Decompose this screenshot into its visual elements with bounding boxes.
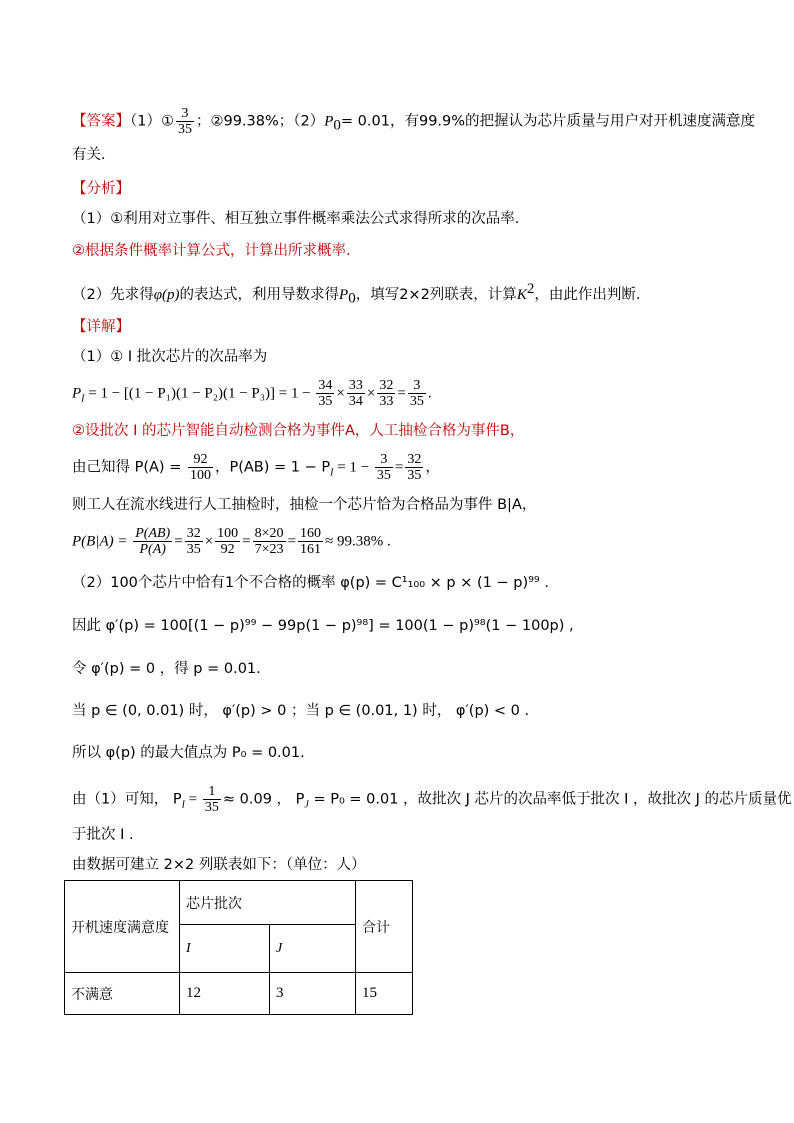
analysis-label: 【分析】 <box>72 181 130 197</box>
detail-line-13: 于批次 I . <box>72 827 134 843</box>
table-row <box>65 973 413 1015</box>
analysis-l3g: ，由此作出判断. <box>534 286 641 303</box>
answer-line <box>72 106 755 137</box>
fraction-numerator: 92 <box>188 452 213 468</box>
fraction <box>347 378 365 409</box>
detail-d12a: 由（1）可知， P <box>72 791 182 808</box>
analysis-l3f-sup: 2 <box>526 281 535 297</box>
fraction <box>188 452 213 483</box>
fraction-denominator: 34 <box>348 394 363 409</box>
fraction <box>133 526 172 557</box>
fraction <box>408 378 426 409</box>
detail-d6-end: ≈ 99.38% . <box>325 533 391 550</box>
fraction-denominator: P(A) <box>139 542 166 557</box>
answer-symbol-sub: 0 <box>333 117 341 134</box>
table-cell: 15 <box>356 973 413 1015</box>
contingency-table <box>64 880 413 1015</box>
analysis-l3c: 的表达式，利用导数求得 <box>179 286 340 303</box>
analysis-l3d-sub: 0 <box>348 290 356 307</box>
fraction <box>377 378 395 409</box>
answer-symbol: P <box>324 113 334 130</box>
analysis-l3f: K <box>516 286 527 303</box>
detail-d12b: = <box>184 791 201 808</box>
fraction-numerator: 32 <box>186 526 201 541</box>
table-cell: 12 <box>180 973 270 1015</box>
fraction-numerator: 160 <box>300 526 321 541</box>
detail-d4c: = 1 − <box>333 459 373 476</box>
detail-line-12 <box>72 784 792 815</box>
fraction <box>298 526 323 557</box>
fraction-numerator: 3 <box>408 378 426 394</box>
answer-label: 【答案】 <box>72 113 130 130</box>
fraction-denominator: 92 <box>220 542 235 557</box>
detail-line-7: （2）100个芯片中恰有1个不合格的概率 φ(p) = C¹₁₀₀ × p × (1 − p)⁹⁹ . <box>72 575 549 591</box>
detail-d4b: ，P(AB) = 1 − P <box>214 459 331 476</box>
fraction-denominator: 100 <box>189 468 211 483</box>
fraction-numerator: 1 <box>203 784 221 800</box>
fraction-denominator: 35 <box>376 468 391 483</box>
fraction-numerator: 34 <box>318 378 333 393</box>
fraction <box>375 452 393 483</box>
fraction <box>185 526 203 557</box>
analysis-line-2: ②根据条件概率计算公式，计算出所求概率. <box>72 243 351 259</box>
detail-d12c-sub: J <box>304 799 309 811</box>
fraction <box>203 784 221 815</box>
fraction-numerator: 32 <box>379 378 394 393</box>
fraction-denominator: 35 <box>318 394 333 409</box>
fraction-numerator: 33 <box>348 378 363 393</box>
table-header-i: I <box>180 925 270 973</box>
fraction-numerator: 32 <box>407 452 422 467</box>
detail-d6a: P(B|A) = <box>72 533 132 550</box>
detail-d2a: P <box>72 385 82 402</box>
detail-d4a: 由己知得 P(A) = <box>72 459 186 476</box>
detail-d2-end: . <box>427 385 432 402</box>
analysis-line-1: （1）①利用对立事件、相互独立事件概率乘法公式求得所求的次品率. <box>72 211 520 227</box>
table-header-j: J <box>270 925 356 973</box>
fraction <box>316 378 334 409</box>
detail-d4-end: ， <box>425 459 440 476</box>
table-row <box>65 881 413 925</box>
analysis-l3e: ，填写2×2列联表，计算 <box>355 286 517 303</box>
analysis-l3b: φ(p) <box>153 286 180 303</box>
fraction-denominator: 35 <box>409 394 424 409</box>
detail-line-14: 由数据可建立 2×2 列联表如下：（单位：人） <box>72 857 366 873</box>
table-cell: 3 <box>270 973 356 1015</box>
fraction-numerator: 3 <box>176 106 194 122</box>
fraction <box>405 452 423 483</box>
detail-d12a-sub: I <box>181 799 185 811</box>
table-header-total: 合计 <box>356 881 413 973</box>
table-cell-row-label: 不满意 <box>65 973 180 1015</box>
fraction-denominator: 35 <box>177 122 192 137</box>
fraction-numerator: P(AB) <box>135 526 171 541</box>
detail-line-4: 由己知得 P(A) = $\frac{92}{100}$ ，$P(AB) = 1 - P_I = 1$ − $\frac{3}{35}$ = $\frac{32}{35}$ ， <box>72 452 440 483</box>
detail-d2a-sub: I <box>81 393 85 405</box>
fraction-numerator: 3 <box>375 452 393 468</box>
detail-line-10: 当 p ∈ (0, 0.01) 时， φ′(p) > 0 ；当 p ∈ (0.01, 1) 时， φ′(p) < 0 . <box>72 703 530 719</box>
fraction-denominator: 35 <box>407 468 422 483</box>
answer-part-2: ；②99.38%；（2） <box>195 113 325 130</box>
detail-line-8: 因此 φ′(p) = 100[(1 − p)⁹⁹ − 99p(1 − p)⁹⁸] = 100(1 − p)⁹⁸(1 − 100p) , <box>72 618 574 634</box>
answer-part-4: = 0.01，有99.9%的把握认为芯片质量与用户对开机速度满意度 <box>340 113 756 130</box>
fraction <box>253 526 286 557</box>
analysis-line-3 <box>72 280 640 308</box>
detail-line-1: （1）① I 批次芯片的次品率为 <box>72 349 268 365</box>
detail-line-6: P(B|A) = $\frac{P(AB)}{P(A)}$ = $\frac{32}{35}$ × $\frac{100}{92}$ = $\frac{8\times 20}{7\times 23}$ = $\frac{160}{161}$ ≈ 99.38% . <box>72 526 391 557</box>
detail-line-5: 则工人在流水线进行人工抽检时，抽检一个芯片恰为合格品为事件 B|A， <box>72 497 537 513</box>
fraction-numerator: 8×20 <box>254 526 284 541</box>
fraction-denominator: 33 <box>379 394 394 409</box>
detail-line-3: ②设批次 I 的芯片智能自动检测合格为事件A，人工抽检合格为事件B， <box>72 423 525 439</box>
table-header-group: 芯片批次 <box>180 881 356 925</box>
detail-d12c: ≈ 0.09 ， P <box>222 791 305 808</box>
detail-line-11: 所以 φ(p) 的最大值点为 P₀ = 0.01. <box>72 745 305 761</box>
detail-line-2: $P_I = 1 - [(1 - P_1)(1 - P_2)(1 - P_3)] = 1$ − $\frac{34}{35}$ × $\frac{33}{34}$ × $\frac{32}{33}$ = $\frac{3}{35}$ . <box>72 378 432 409</box>
detail-d4b-sub: I <box>330 467 334 479</box>
fraction-denominator: 35 <box>186 542 201 557</box>
analysis-l3d: P <box>339 286 349 303</box>
analysis-l3a: （2）先求得 <box>72 286 154 303</box>
detail-d12d: = P₀ = 0.01 ，故批次 J 芯片的次品率低于批次 I ，故批次 J 的芯片质量优 <box>308 791 792 808</box>
detail-d2b: = 1 − [(1 − P₁)(1 − P₂)(1 − P₃)] = 1 − <box>84 385 315 402</box>
fraction-denominator: 161 <box>300 542 321 557</box>
fraction-denominator: 7×23 <box>254 542 284 557</box>
table-header-row-label: 开机速度满意度 <box>65 881 180 973</box>
answer-line-2: 有关. <box>72 147 106 163</box>
detail-line-9: 令 φ′(p) = 0 ，得 p = 0.01. <box>72 661 261 677</box>
fraction <box>215 526 240 557</box>
fraction-numerator: 100 <box>217 526 239 541</box>
answer-fraction <box>176 106 194 137</box>
answer-part-1: （1）① <box>130 113 174 130</box>
fraction-denominator: 35 <box>204 800 219 815</box>
detail-label: 【详解】 <box>72 319 130 335</box>
